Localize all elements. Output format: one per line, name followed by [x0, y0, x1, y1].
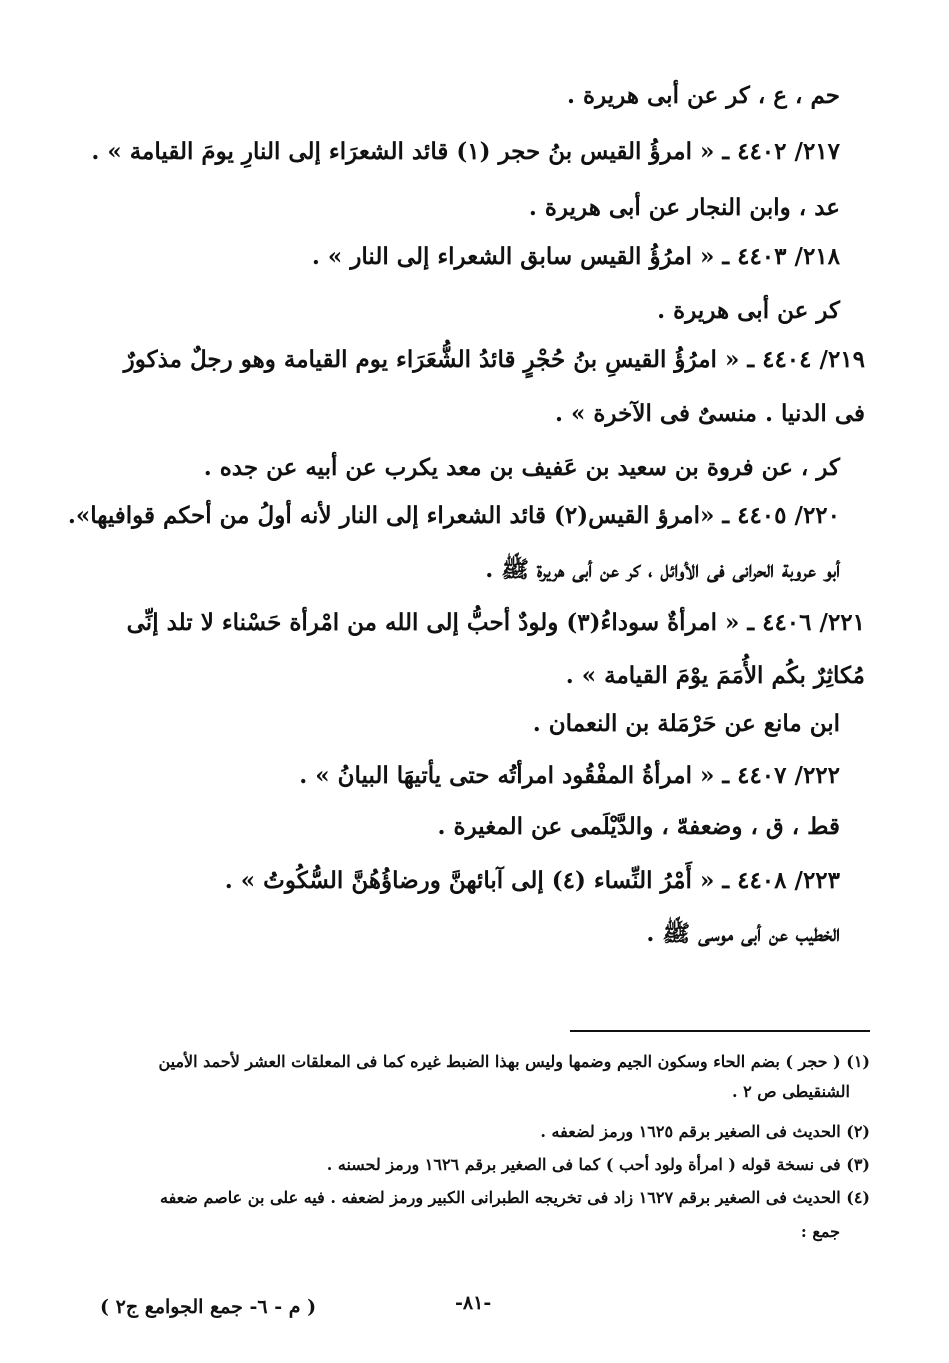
footnote-4-continued: جمع :	[800, 1222, 840, 1241]
hadith-line: ٢٢٠/ ٤٤٠٥ ـ «امرؤ القيس(٢) قائد الشعراء إلى النار لأنه أولُ من أحكم قوافيها».	[67, 502, 840, 529]
footnote-1: (١) ( حجر ) بضم الحاء وسكون الجيم وضمها وليس بهذا الضبط غيره كما فى المعلقات العشر لأحمد الأمين	[158, 1052, 870, 1071]
hadith-line: ٢١٧/ ٤٤٠٢ ـ « امرؤُ القيس بنُ حجر (١) قائد الشعرَاء إلى النارِ يومَ القيامة » .	[91, 138, 840, 165]
hadith-line: ٢٢٣/ ٤٤٠٨ ـ « أَمْرُ النِّساء (٤) إلى آبائهنَّ ورضاؤُهُنَّ السُّكُوتُ » .	[224, 867, 840, 894]
footnote-4: (٤) الحديث فى الصغير برقم ١٦٢٧ زاد فى تخريجه الطبرانى الكبير ورمز لضعفه . فيه على بن عاصم ضعفه	[159, 1188, 870, 1207]
text-line: كر ، عن فروة بن سعيد بن عَفيف بن معد يكرب عن أبيه عن جده .	[203, 454, 840, 481]
text-line: عد ، وابن النجار عن أبى هريرة .	[528, 194, 840, 221]
text-line: قط ، ق ، وضعفهّ ، والدَّيْلَمى عن المغيرة .	[437, 813, 840, 840]
footnote-1-continued: الشنقيطى ص ٢ .	[731, 1082, 850, 1101]
hadith-line: ٢١٨/ ٤٤٠٣ ـ « امرُؤُ القيس سابق الشعراء إلى النار » .	[311, 243, 840, 270]
signature-mark: ( م - ٦- جمع الجوامع ج٢ )	[100, 1296, 317, 1318]
text-line: حم ، ع ، كر عن أبى هريرة .	[567, 82, 840, 109]
hadith-line-continued: مُكاثِرٌ بكُم الأُمَمَ يوْمَ القيامة » .	[565, 662, 865, 689]
text-line: أبو عروبة الحرانى فى الأوائل ، كر عن أبى هريرة ﷺ .	[485, 556, 840, 583]
text-line: الخطيب عن أبى موسى ﷺ .	[646, 920, 840, 947]
hadith-line: ٢٢١/ ٤٤٠٦ ـ « امرأةٌ سوداءُ(٣) ولودٌ أحبُّ إلى الله من امْرأة حَسْناء لا تلد إنِّى	[126, 609, 865, 636]
text-line: ابن مانع عن حَرْمَلة بن النعمان .	[532, 710, 840, 737]
hadith-line: ٢١٩/ ٤٤٠٤ ـ « امرُؤُ القيسِ بنُ حُجْرٍ قائدُ الشُّعَرَاء يوم القيامة وهو رجلٌ مذكورٌ	[123, 346, 865, 373]
text-line: كر عن أبى هريرة .	[657, 297, 840, 324]
footnote-separator	[570, 1030, 870, 1032]
hadith-line-continued: فى الدنيا . منسىٌ فى الآخرة » .	[554, 400, 865, 427]
hadith-line: ٢٢٢/ ٤٤٠٧ ـ « امرأةُ المفْقُود امرأتُه حتى يأتيهَا البيانُ » .	[299, 762, 840, 789]
footnote-3: (٣) فى نسخة قوله ( امرأة ولود أحب ) كما فى الصغير برقم ١٦٢٦ ورمز لحسنه .	[326, 1155, 870, 1174]
page-number: -٨١-	[455, 1292, 492, 1314]
footnote-2: (٢) الحديث فى الصغير برقم ١٦٢٥ ورمز لضعفه .	[540, 1122, 870, 1141]
